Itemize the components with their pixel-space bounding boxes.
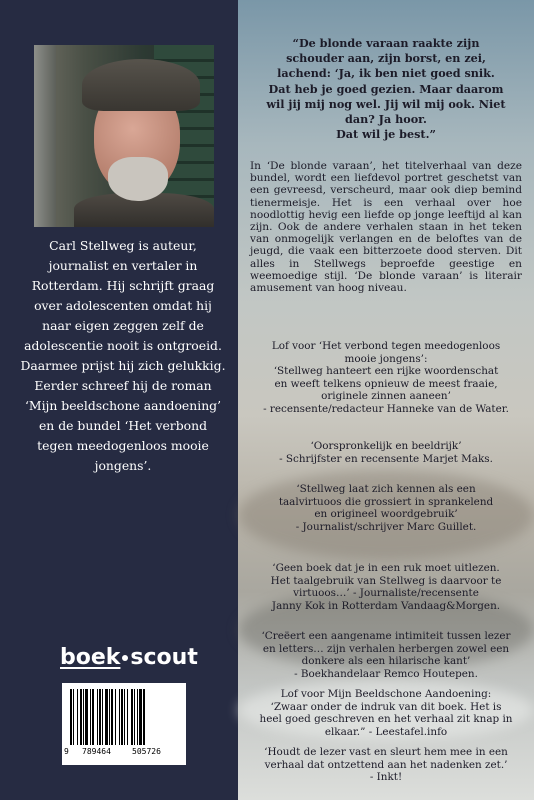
author-bio: Carl Stellweg is auteur, journalist en vertaler in Rotterdam. Hij schrijft graag over adolescenten omdat hij naar eigen zeggen zelf de adolescentie nooit is ontgroeid. Daarmee prijst hij zich gelukkig. Eerder schreef hij de roman ‘Mijn beeldschone aandoening’ en de bundel ‘Het verbond tegen meedogenloos mooie jongens’. <box>20 238 226 473</box>
barcode-bar <box>143 689 145 745</box>
barcode-bar <box>80 689 82 745</box>
praise-block-3: ‘Stellweg laat zich kennen als een taalvirtuoos die grossiert in sprankelend en origineel woordgebruik’ - Journalist/schrijver Marc Guillet. <box>278 483 494 533</box>
barcode-bar <box>121 689 123 745</box>
praise-block-5: ‘Creëert een aangename intimiteit tussen lezer en letters… zijn verhalen herbergen zowel een donkere als een hilarische kant’ - Boekhandelaar Remco Houtepen. <box>261 630 511 680</box>
publisher-logo: boek scout <box>60 645 198 670</box>
barcode-digits-2: 789464 <box>82 747 111 756</box>
barcode-digit-1: 9 <box>64 747 69 756</box>
praise-block-6: Lof voor Mijn Beeldschone Aandoening: ‘Zwaar onder de indruk van dit boek. Het is heel goed geschreven en het verhaal zit knap in elkaar.” - Leestafel.info <box>259 688 513 738</box>
praise-block-2: ‘Oorspronkelijk en beeldrijk’ - Schrijfster en recensente Marjet Maks. <box>279 440 493 465</box>
isbn-barcode <box>62 683 186 765</box>
barcode-bar <box>115 689 116 745</box>
barcode-bar <box>109 689 110 745</box>
author-photo <box>34 45 214 227</box>
praise-block-1: Lof voor ‘Het verbond tegen meedogenloos mooie jongens’: ‘Stellweg hanteert een rijke woordenschat en weeft telkens opnieuw de meest fraaie, originele zinnen aaneen’ - recensente/redacteur Hanneke van de Water. <box>263 340 509 415</box>
barcode-bar <box>73 689 74 745</box>
barcode-bar <box>127 689 128 745</box>
cover-quote: “De blonde varaan raakte zijn schouder aan, zijn borst, en zei, lachend: ‘Ja, ik ben niet goed snik. Dat heb je goed gezien. Maar daarom wil jij mij nog wel. Jij wil mij ook. Niet dan? Ja hoor. Dat wil je best.” <box>266 36 506 142</box>
barcode-bar <box>139 689 142 745</box>
barcode-bar <box>105 689 108 745</box>
barcode-bar <box>70 689 72 745</box>
barcode-digits-3: 505726 <box>132 747 161 756</box>
barcode-bar <box>92 689 94 745</box>
barcode-bar <box>131 689 133 745</box>
barcode-bar <box>124 689 125 745</box>
praise-block-4: ‘Geen boek dat je in een ruk moet uitlezen. Het taalgebruik van Stellweg is daarvoor te virtuoos…’ - Journaliste/recensente Janny Kok in Rotterdam Vandaag&Morgen. <box>270 562 502 612</box>
praise-block-7: ‘Houdt de lezer vast en sleurt hem mee in een verhaal dat ontzettend aan het nadenken zet.’ - Inkt! <box>264 746 508 784</box>
barcode-bar <box>134 689 135 745</box>
book-description: In ‘De blonde varaan’, het titelverhaal van deze bundel, wordt een liefdevol portret geschetst van een gevreesd, verscheurd, maar ook diep bemind tienermeisje. Het is een verhaal over hoe noodlottig hevig een liefde op jonge leeftijd al kan zijn. Ook de andere verhalen staan in het teken van onmogelijk verlangen en de beloftes van de jeugd, die vaak een bitterzoete dood sterven. Dit alles in Stellwegs beproefde geestige en weemoedige stijl. ‘De blonde varaan’ is literair amusement van hoog niveau. <box>250 160 522 295</box>
barcode-bar <box>111 689 113 745</box>
barcode-bar <box>97 689 98 745</box>
barcode-bars <box>70 689 178 745</box>
barcode-bar <box>85 689 88 745</box>
barcode-bar <box>83 689 84 745</box>
barcode-bar <box>77 689 78 745</box>
barcode-bar <box>119 689 120 745</box>
barcode-bar <box>90 689 91 745</box>
barcode-bar <box>99 689 101 745</box>
barcode-bar <box>102 689 103 745</box>
barcode-bar <box>137 689 138 745</box>
